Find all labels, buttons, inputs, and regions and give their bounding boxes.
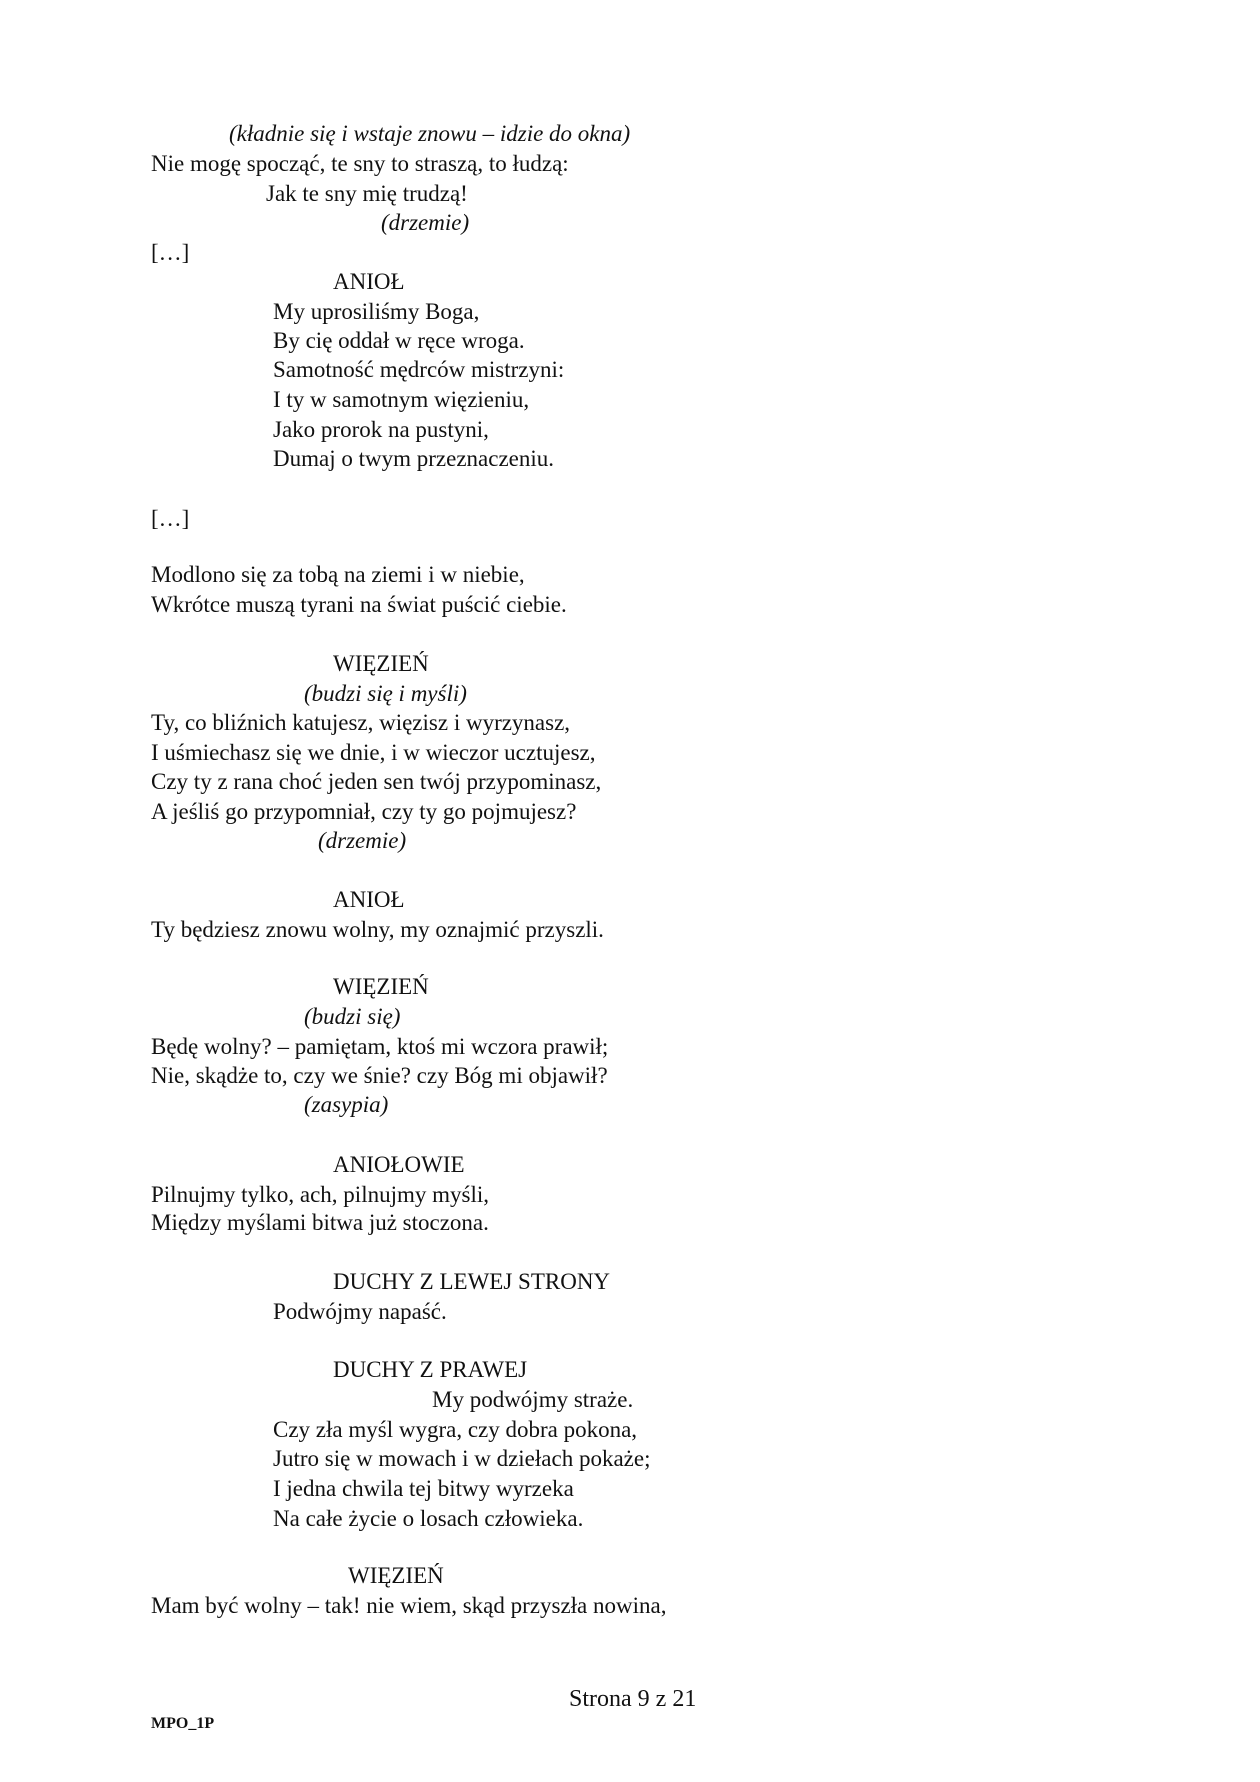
verse-line: Mam być wolny – tak! nie wiem, skąd przyszła nowina, (151, 1592, 667, 1618)
verse-line: Jutro się w mowach i w dziełach pokaże; (273, 1446, 651, 1472)
stage-direction: (kładnie się i wstaje znowu – idzie do okna) (229, 121, 631, 147)
speaker-name: WIĘZIEŃ (333, 974, 429, 1000)
stage-direction: (budzi się) (304, 1004, 401, 1030)
verse-line: Wkrótce muszą tyrani na świat puścić ciebie. (151, 591, 567, 617)
speaker-name: ANIOŁOWIE (333, 1151, 465, 1177)
verse-line: Nie, skądże to, czy we śnie? czy Bóg mi objawił? (151, 1062, 608, 1088)
verse-line: Na całe życie o losach człowieka. (273, 1505, 584, 1531)
verse-line: Jak te sny mię trudzą! (266, 180, 468, 206)
verse-line: A jeśliś go przypomniał, czy ty go pojmujesz? (151, 799, 577, 825)
speaker-name: WIĘZIEŃ (333, 651, 429, 677)
verse-line: I uśmiechasz się we dnie, i w wieczor ucztujesz, (151, 739, 596, 765)
verse-line: Czy ty z rana choć jeden sen twój przypominasz, (151, 769, 602, 795)
speaker-name: ANIOŁ (333, 887, 405, 913)
speaker-name: WIĘZIEŃ (348, 1563, 444, 1589)
stage-direction: (drzemie) (318, 827, 407, 853)
verse-line: My uprosiliśmy Boga, (273, 298, 480, 324)
omission-mark: […] (151, 505, 190, 531)
verse-line: Czy zła myśl wygra, czy dobra pokona, (273, 1416, 638, 1442)
verse-line: Jako prorok na pustyni, (273, 416, 489, 442)
verse-line: I jedna chwila tej bitwy wyrzeka (273, 1476, 574, 1502)
verse-line: By cię oddał w ręce wroga. (273, 328, 525, 354)
stage-direction: (budzi się i myśli) (304, 681, 467, 707)
verse-line: Nie mogę spocząć, te sny to straszą, to łudzą: (151, 150, 569, 176)
verse-line: Modlono się za tobą na ziemi i w niebie, (151, 562, 525, 588)
verse-line: Pilnujmy tylko, ach, pilnujmy myśli, (151, 1181, 489, 1207)
verse-line: Samotność mędrców mistrzyni: (273, 356, 565, 382)
verse-line: Podwójmy napaść. (273, 1298, 447, 1324)
verse-line: Dumaj o twym przeznaczeniu. (273, 446, 554, 472)
verse-line: Ty, co bliźnich katujesz, więzisz i wyrzynasz, (151, 709, 571, 735)
speaker-name: DUCHY Z PRAWEJ (333, 1357, 528, 1383)
verse-line: Ty będziesz znowu wolny, my oznajmić przyszli. (151, 917, 604, 943)
verse-line: Między myślami bitwa już stoczona. (151, 1210, 489, 1236)
verse-line: I ty w samotnym więzieniu, (273, 386, 530, 412)
speaker-name: ANIOŁ (333, 268, 405, 294)
stage-direction: (zasypia) (304, 1092, 389, 1118)
omission-mark: […] (151, 240, 190, 266)
verse-line: Będę wolny? – pamiętam, ktoś mi wczora prawił; (151, 1033, 609, 1059)
verse-line: My podwójmy straże. (432, 1386, 634, 1412)
document-code: MPO_1P (151, 1715, 215, 1732)
stage-direction: (drzemie) (381, 210, 470, 236)
speaker-name: DUCHY Z LEWEJ STRONY (333, 1268, 611, 1294)
page-number: Strona 9 z 21 (569, 1686, 697, 1712)
